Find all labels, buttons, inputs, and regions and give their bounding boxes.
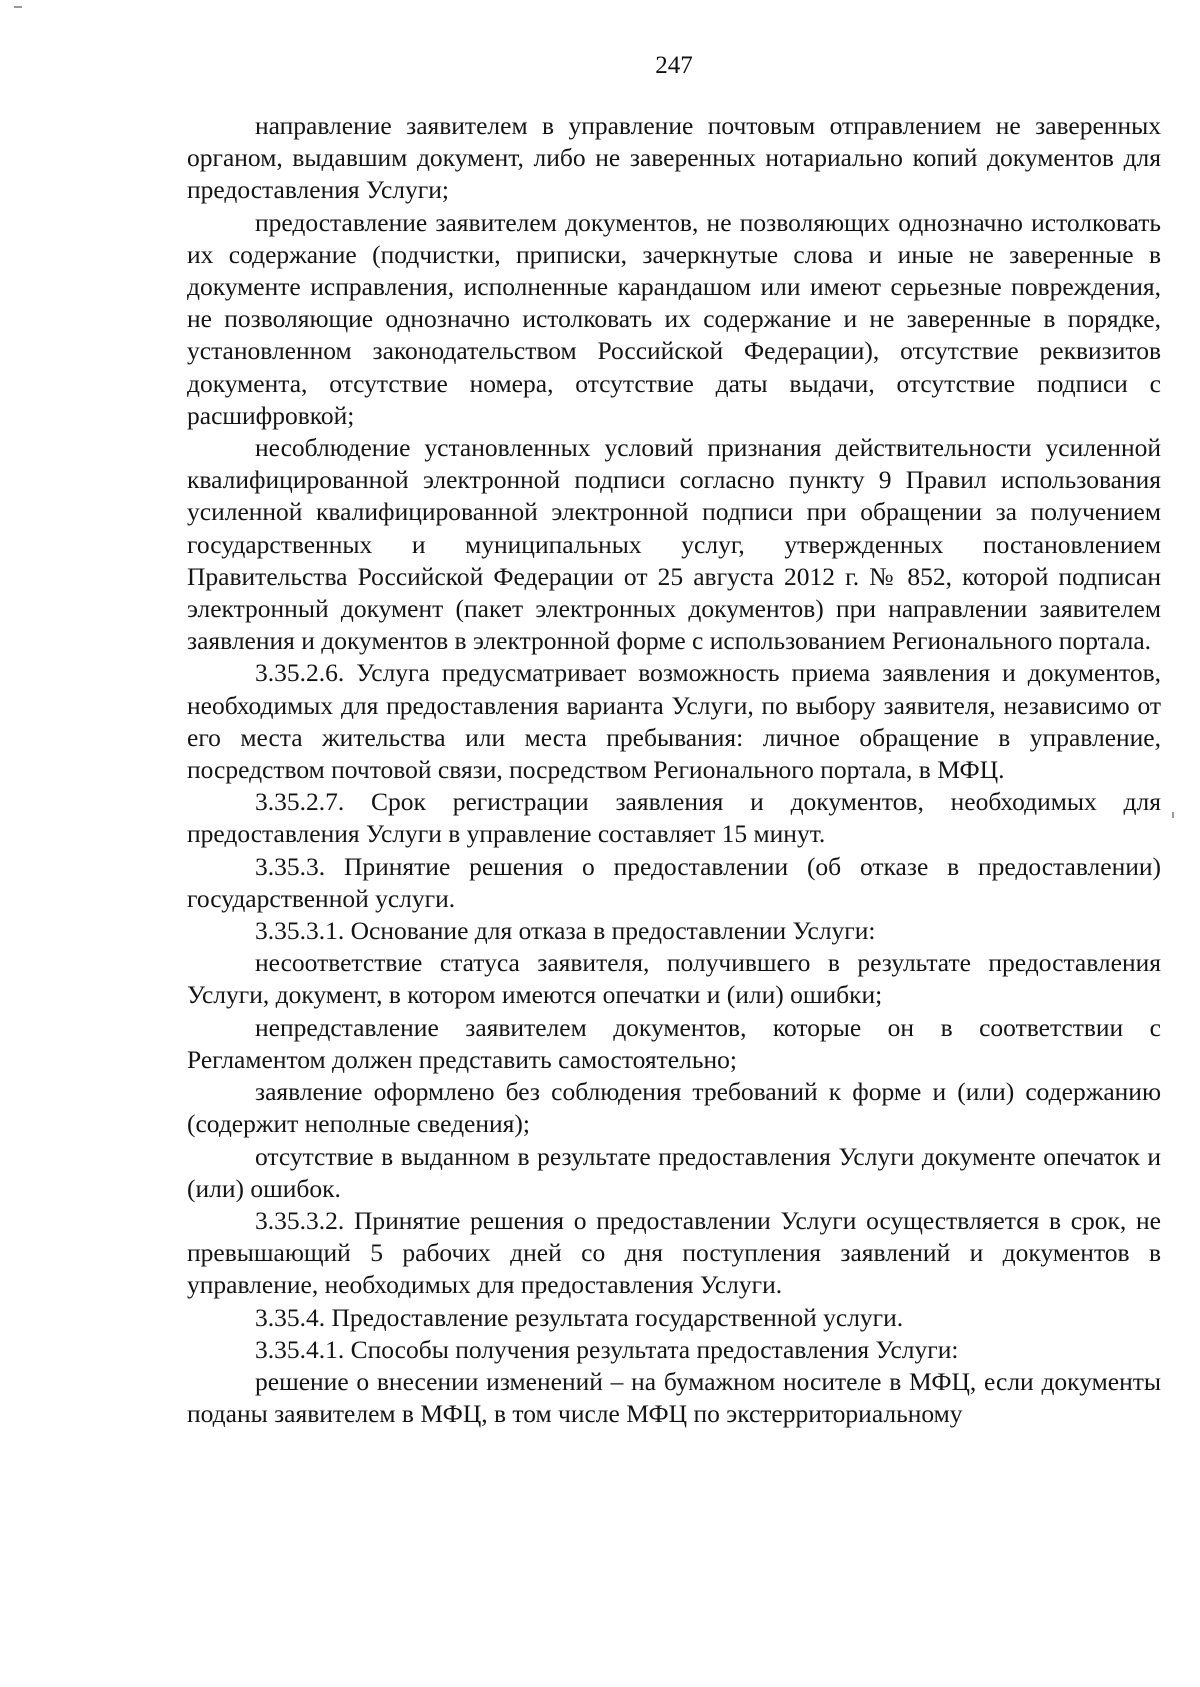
paragraph: 3.35.3.2. Принятие решения о предоставлении Услуги осуществляется в срок, не превышающий 5 рабочих дней со дня поступления заявлений и документов в управление, необходимых для предоставления Услуги. bbox=[187, 1205, 1161, 1300]
paragraph: 3.35.3.1. Основание для отказа в предоставлении Услуги: bbox=[255, 916, 876, 946]
scan-mark bbox=[1172, 812, 1174, 818]
paragraph: отсутствие в выданном в результате предоставления Услуги документе опечаток и (или) ошибок. bbox=[187, 1141, 1161, 1203]
paragraph: 3.35.4. Предоставление результата государственной услуги. bbox=[255, 1302, 904, 1332]
document-body bbox=[187, 110, 1161, 1430]
paragraph: 3.35.3. Принятие решения о предоставлении (об отказе в предоставлении) государственной услуги. bbox=[187, 851, 1161, 913]
paragraph: заявление оформлено без соблюдения требований к форме и (или) содержанию (содержит неполные сведения); bbox=[187, 1077, 1161, 1139]
paragraph: решение о внесении изменений – на бумажном носителе в МФЦ, если документы поданы заявителем в МФЦ, в том числе МФЦ по экстерриториальному bbox=[187, 1366, 1161, 1429]
paragraph: направление заявителем в управление почтовым отправлением не заверенных органом, выдавшим документ, либо не заверенных нотариально копий документов для предоставления Услуги; bbox=[187, 111, 1161, 205]
paragraph: 3.35.2.7. Срок регистрации заявления и документов, необходимых для предоставления Услуги в управление составляет 15 минут. bbox=[187, 787, 1161, 849]
paragraph: 3.35.2.6. Услуга предусматривает возможность приема заявления и документов, необходимых для предоставления варианта Услуги, по выбору заявителя, независимо от его места жительства или места пребывания: личное обращение в управление, посредством почтовой связи, посредством Регионального портала, в МФЦ. bbox=[187, 658, 1161, 785]
paragraph: несоблюдение установленных условий признания действительности усиленной квалифицированной электронной подписи согласно пункту 9 Правил использования усиленной квалифицированной электронной подписи при обращении за получением государственных и муниципальных услуг, утвержденных постановлением Правительства Российской Федерации от 25 августа 2012 г. № 852, которой подписан электронный документ (пакет электронных документов) при направлении заявителем заявления и документов в электронной форме с использованием Регионального портала. bbox=[187, 433, 1161, 656]
paragraph: 3.35.4.1. Способы получения результата предоставления Услуги: bbox=[255, 1334, 959, 1364]
scan-mark bbox=[14, 6, 22, 8]
paragraph: непредставление заявителем документов, которые он в соответствии с Регламентом должен представить самостоятельно; bbox=[187, 1012, 1161, 1074]
paragraph: несоответствие статуса заявителя, получившего в результате предоставления Услуги, документ, в котором имеются опечатки и (или) ошибки; bbox=[187, 948, 1161, 1010]
page-number: 247 bbox=[655, 52, 693, 79]
paragraph: предоставление заявителем документов, не позволяющих однозначно истолковать их содержание (подчистки, приписки, зачеркнутые слова и иные не заверенные в документе исправления, исполненные карандашом или имеют серьезные повреждения, не позволяющие однозначно истолковать их содержание и не заверенные в порядке, установленном законодательством Российской Федерации), отсутствие реквизитов документа, отсутствие номера, отсутствие даты выдачи, отсутствие подписи с расшифровкой; bbox=[187, 207, 1161, 430]
